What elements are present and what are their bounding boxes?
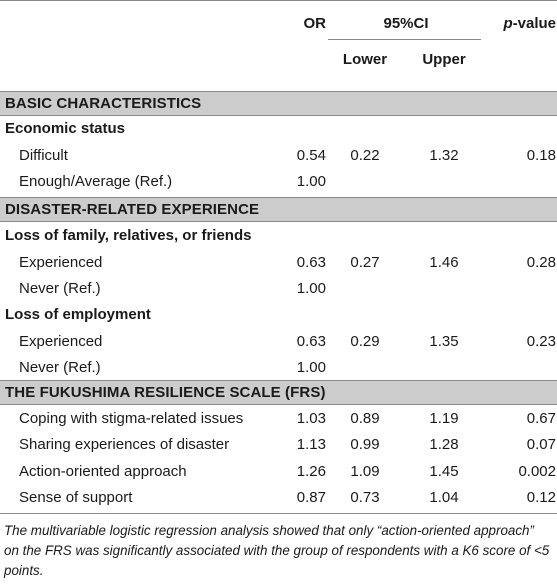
section-title: DISASTER-RELATED EXPERIENCE — [5, 201, 260, 218]
header-lower: Lower — [342, 51, 388, 68]
row-label: Sharing experiences of disaster — [19, 436, 230, 453]
table-top-rule — [0, 0, 557, 1]
section-header — [0, 380, 557, 405]
ci-underline — [328, 39, 481, 40]
cell-or: 0.63 — [296, 254, 326, 271]
cell-or: 0.63 — [296, 333, 326, 350]
cell-or: 1.26 — [296, 463, 326, 480]
cell-ci-lower: 0.89 — [350, 410, 380, 427]
cell-or: 1.00 — [296, 359, 326, 376]
table-bottom-rule — [0, 513, 557, 514]
section-title: BASIC CHARACTERISTICS — [5, 95, 202, 112]
row-label: Experienced — [19, 254, 103, 271]
cell-ci-lower: 0.29 — [350, 333, 380, 350]
group-header — [0, 302, 557, 328]
cell-p-value: 0.67 — [526, 410, 556, 427]
cell-ci-lower: 1.09 — [350, 463, 380, 480]
table-footnote: The multivariable logistic regression analysis showed that only “action-oriented approach” on the FRS was significantly associated with the group of respondents with a K6 score of <5 points. — [4, 523, 550, 578]
group-title: Loss of family, relatives, or friends — [5, 227, 252, 244]
cell-ci-upper: 1.32 — [429, 147, 459, 164]
header-p-italic: p — [503, 15, 513, 32]
cell-p-value: 0.23 — [526, 333, 556, 350]
row-label: Never (Ref.) — [19, 359, 101, 376]
header-upper: Upper — [422, 51, 466, 68]
cell-p-value: 0.12 — [526, 489, 556, 506]
row-label: Enough/Average (Ref.) — [19, 173, 173, 190]
table-row — [0, 169, 557, 195]
cell-ci-upper: 1.46 — [429, 254, 459, 271]
cell-p-value: 0.002 — [518, 463, 556, 480]
header-p-rest: -value — [512, 15, 556, 32]
cell-ci-lower: 0.99 — [350, 436, 380, 453]
header-95ci: 95%CI — [383, 15, 429, 32]
cell-p-value: 0.28 — [526, 254, 556, 271]
table-row — [0, 485, 557, 511]
row-label: Action-oriented approach — [19, 463, 187, 480]
table-row — [0, 276, 557, 302]
cell-ci-lower: 0.73 — [350, 489, 380, 506]
header-or: OR — [303, 15, 326, 32]
section-title: THE FUKUSHIMA RESILIENCE SCALE (FRS) — [5, 384, 326, 401]
cell-ci-lower: 0.27 — [350, 254, 380, 271]
section-header — [0, 91, 557, 116]
cell-p-value: 0.18 — [526, 147, 556, 164]
table-row — [0, 355, 557, 381]
cell-or: 0.54 — [296, 147, 326, 164]
cell-or: 0.87 — [296, 489, 326, 506]
row-label: Experienced — [19, 333, 103, 350]
row-label: Difficult — [19, 147, 68, 164]
cell-ci-lower: 0.22 — [350, 147, 380, 164]
group-title: Economic status — [5, 120, 126, 137]
section-header — [0, 197, 557, 222]
table-row — [0, 432, 557, 458]
table-row — [0, 459, 557, 485]
cell-ci-upper: 1.19 — [429, 410, 459, 427]
cell-or: 1.03 — [296, 410, 326, 427]
group-header — [0, 116, 557, 142]
row-label: Never (Ref.) — [19, 280, 101, 297]
cell-or: 1.00 — [296, 173, 326, 190]
table-row — [0, 250, 557, 276]
cell-p-value: 0.07 — [526, 436, 556, 453]
cell-ci-upper: 1.28 — [429, 436, 459, 453]
cell-ci-upper: 1.45 — [429, 463, 459, 480]
header-p-value — [484, 15, 556, 32]
cell-ci-upper: 1.04 — [429, 489, 459, 506]
cell-or: 1.00 — [296, 280, 326, 297]
table-row — [0, 329, 557, 355]
table-row — [0, 406, 557, 432]
row-label: Coping with stigma-related issues — [19, 410, 244, 427]
group-header — [0, 223, 557, 249]
cell-ci-upper: 1.35 — [429, 333, 459, 350]
table-row — [0, 143, 557, 169]
group-title: Loss of employment — [5, 306, 151, 323]
row-label: Sense of support — [19, 489, 133, 506]
cell-or: 1.13 — [296, 436, 326, 453]
